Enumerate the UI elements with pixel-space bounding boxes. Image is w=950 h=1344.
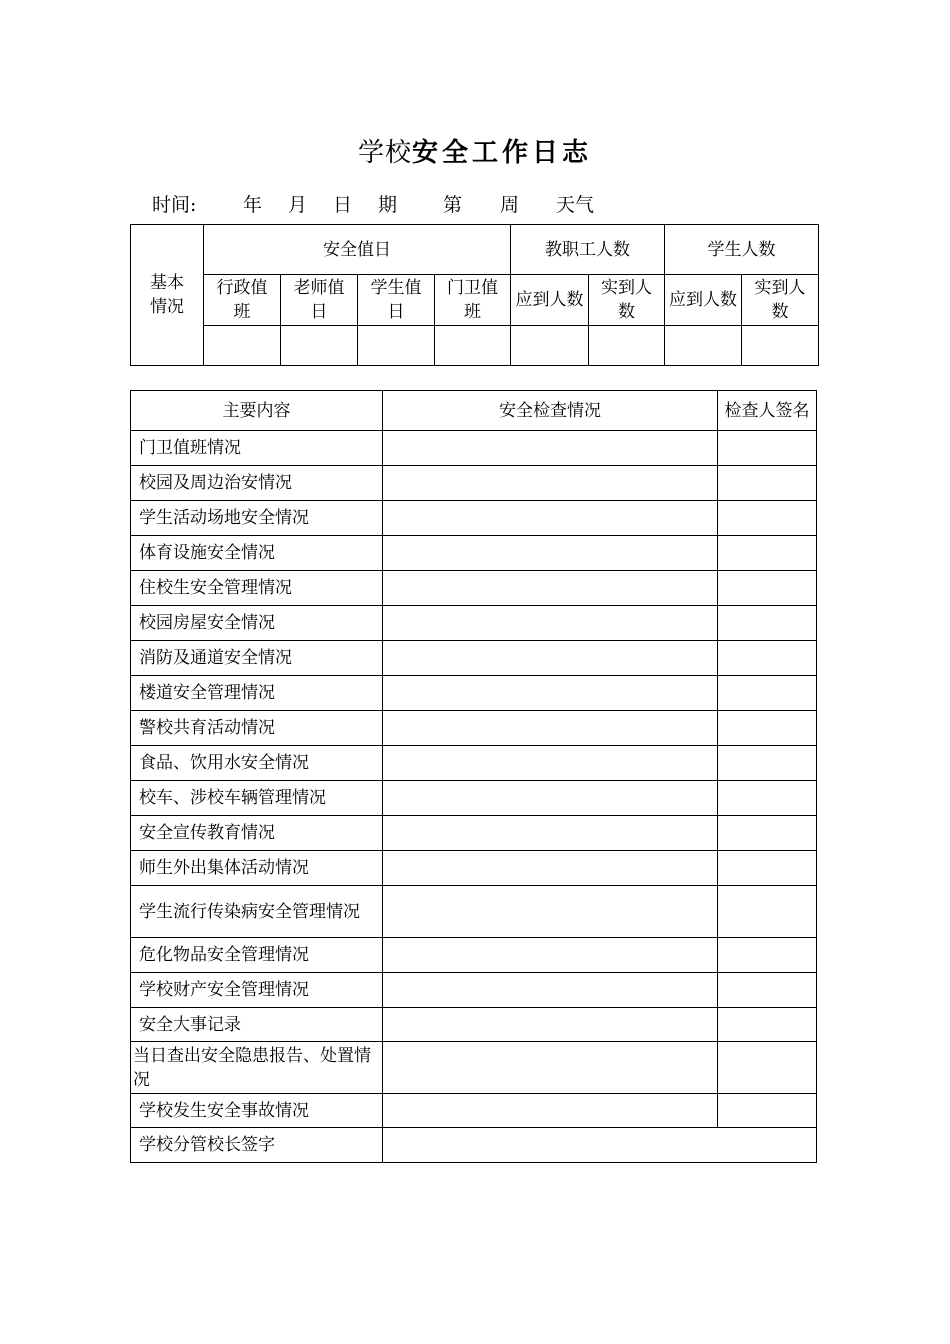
check-cell[interactable] bbox=[383, 781, 718, 816]
year-label: 年 bbox=[243, 194, 263, 216]
item-label: 学校财产安全管理情况 bbox=[131, 973, 383, 1008]
student-expected-header: 应到人数 bbox=[665, 275, 742, 326]
main-content-header: 主要内容 bbox=[131, 391, 383, 431]
item-label: 学生流行传染病安全管理情况 bbox=[131, 886, 383, 938]
item-label: 警校共育活动情况 bbox=[131, 711, 383, 746]
check-cell[interactable] bbox=[383, 973, 718, 1008]
item-label: 当日查出安全隐患报告、处置情况 bbox=[131, 1042, 383, 1094]
day-label: 日 bbox=[333, 194, 353, 216]
principal-signature-label: 学校分管校长签字 bbox=[131, 1128, 383, 1163]
check-cell[interactable] bbox=[383, 676, 718, 711]
basic-info-table bbox=[130, 224, 819, 366]
student-count-header: 学生人数 bbox=[665, 225, 819, 275]
check-cell[interactable] bbox=[383, 571, 718, 606]
signature-cell[interactable] bbox=[718, 816, 817, 851]
check-cell[interactable] bbox=[383, 466, 718, 501]
signature-cell[interactable] bbox=[718, 501, 817, 536]
week-suffix-label: 周 bbox=[500, 194, 520, 216]
staff-expected-header: 应到人数 bbox=[511, 275, 589, 326]
title-part-school: 学校 bbox=[357, 138, 412, 168]
item-label: 门卫值班情况 bbox=[131, 431, 383, 466]
check-cell[interactable] bbox=[383, 816, 718, 851]
signature-cell[interactable] bbox=[718, 676, 817, 711]
student-duty-header: 学生值日 bbox=[358, 275, 435, 326]
time-label: 时间: bbox=[152, 194, 197, 216]
admin-duty-cell[interactable] bbox=[204, 326, 281, 366]
item-label: 师生外出集体活动情况 bbox=[131, 851, 383, 886]
item-label: 食品、饮用水安全情况 bbox=[131, 746, 383, 781]
signature-cell[interactable] bbox=[718, 851, 817, 886]
item-label: 危化物品安全管理情况 bbox=[131, 938, 383, 973]
item-label: 校园及周边治安情况 bbox=[131, 466, 383, 501]
signature-cell[interactable] bbox=[718, 536, 817, 571]
basic-info-label: 基本情况 bbox=[131, 225, 204, 366]
student-actual-header: 实到人数 bbox=[742, 275, 819, 326]
check-cell[interactable] bbox=[383, 886, 718, 938]
admin-duty-header: 行政值班 bbox=[204, 275, 281, 326]
check-cell[interactable] bbox=[383, 501, 718, 536]
staff-actual-header: 实到人数 bbox=[589, 275, 665, 326]
safety-check-header: 安全检查情况 bbox=[383, 391, 718, 431]
staff-expected-cell[interactable] bbox=[511, 326, 589, 366]
principal-signature-cell[interactable] bbox=[383, 1128, 817, 1163]
item-label: 安全宣传教育情况 bbox=[131, 816, 383, 851]
teacher-duty-header: 老师值日 bbox=[281, 275, 358, 326]
title-part-log: 安全工作日志 bbox=[412, 138, 593, 168]
signature-cell[interactable] bbox=[718, 973, 817, 1008]
weather-label: 天气 bbox=[556, 194, 595, 216]
item-label: 校园房屋安全情况 bbox=[131, 606, 383, 641]
week-prefix-label: 第 bbox=[443, 194, 463, 216]
check-cell[interactable] bbox=[383, 1042, 718, 1094]
staff-count-header: 教职工人数 bbox=[511, 225, 665, 275]
teacher-duty-cell[interactable] bbox=[281, 326, 358, 366]
check-cell[interactable] bbox=[383, 606, 718, 641]
weekday-label: 期 bbox=[378, 194, 398, 216]
duty-group-header: 安全值日 bbox=[204, 225, 511, 275]
item-label: 学生活动场地安全情况 bbox=[131, 501, 383, 536]
item-label: 住校生安全管理情况 bbox=[131, 571, 383, 606]
item-label: 校车、涉校车辆管理情况 bbox=[131, 781, 383, 816]
inspector-signature-header: 检查人签名 bbox=[718, 391, 817, 431]
check-cell[interactable] bbox=[383, 1094, 718, 1128]
month-label: 月 bbox=[288, 194, 308, 216]
check-cell[interactable] bbox=[383, 1008, 718, 1042]
signature-cell[interactable] bbox=[718, 746, 817, 781]
signature-cell[interactable] bbox=[718, 1042, 817, 1094]
student-duty-cell[interactable] bbox=[358, 326, 435, 366]
gate-duty-cell[interactable] bbox=[435, 326, 511, 366]
student-actual-cell[interactable] bbox=[742, 326, 819, 366]
gate-duty-header: 门卫值班 bbox=[435, 275, 511, 326]
staff-actual-cell[interactable] bbox=[589, 326, 665, 366]
check-cell[interactable] bbox=[383, 431, 718, 466]
signature-cell[interactable] bbox=[718, 1094, 817, 1128]
item-label: 学校发生安全事故情况 bbox=[131, 1094, 383, 1128]
signature-cell[interactable] bbox=[718, 711, 817, 746]
check-cell[interactable] bbox=[383, 938, 718, 973]
item-label: 楼道安全管理情况 bbox=[131, 676, 383, 711]
check-cell[interactable] bbox=[383, 641, 718, 676]
signature-cell[interactable] bbox=[718, 938, 817, 973]
page-title bbox=[0, 132, 950, 169]
signature-cell[interactable] bbox=[718, 641, 817, 676]
item-label: 消防及通道安全情况 bbox=[131, 641, 383, 676]
signature-cell[interactable] bbox=[718, 571, 817, 606]
signature-cell[interactable] bbox=[718, 781, 817, 816]
item-label: 体育设施安全情况 bbox=[131, 536, 383, 571]
item-label: 安全大事记录 bbox=[131, 1008, 383, 1042]
signature-cell[interactable] bbox=[718, 886, 817, 938]
safety-check-table bbox=[130, 390, 817, 1163]
signature-cell[interactable] bbox=[718, 606, 817, 641]
signature-cell[interactable] bbox=[718, 431, 817, 466]
signature-cell[interactable] bbox=[718, 1008, 817, 1042]
check-cell[interactable] bbox=[383, 536, 718, 571]
check-cell[interactable] bbox=[383, 711, 718, 746]
signature-cell[interactable] bbox=[718, 466, 817, 501]
student-expected-cell[interactable] bbox=[665, 326, 742, 366]
check-cell[interactable] bbox=[383, 746, 718, 781]
check-cell[interactable] bbox=[383, 851, 718, 886]
